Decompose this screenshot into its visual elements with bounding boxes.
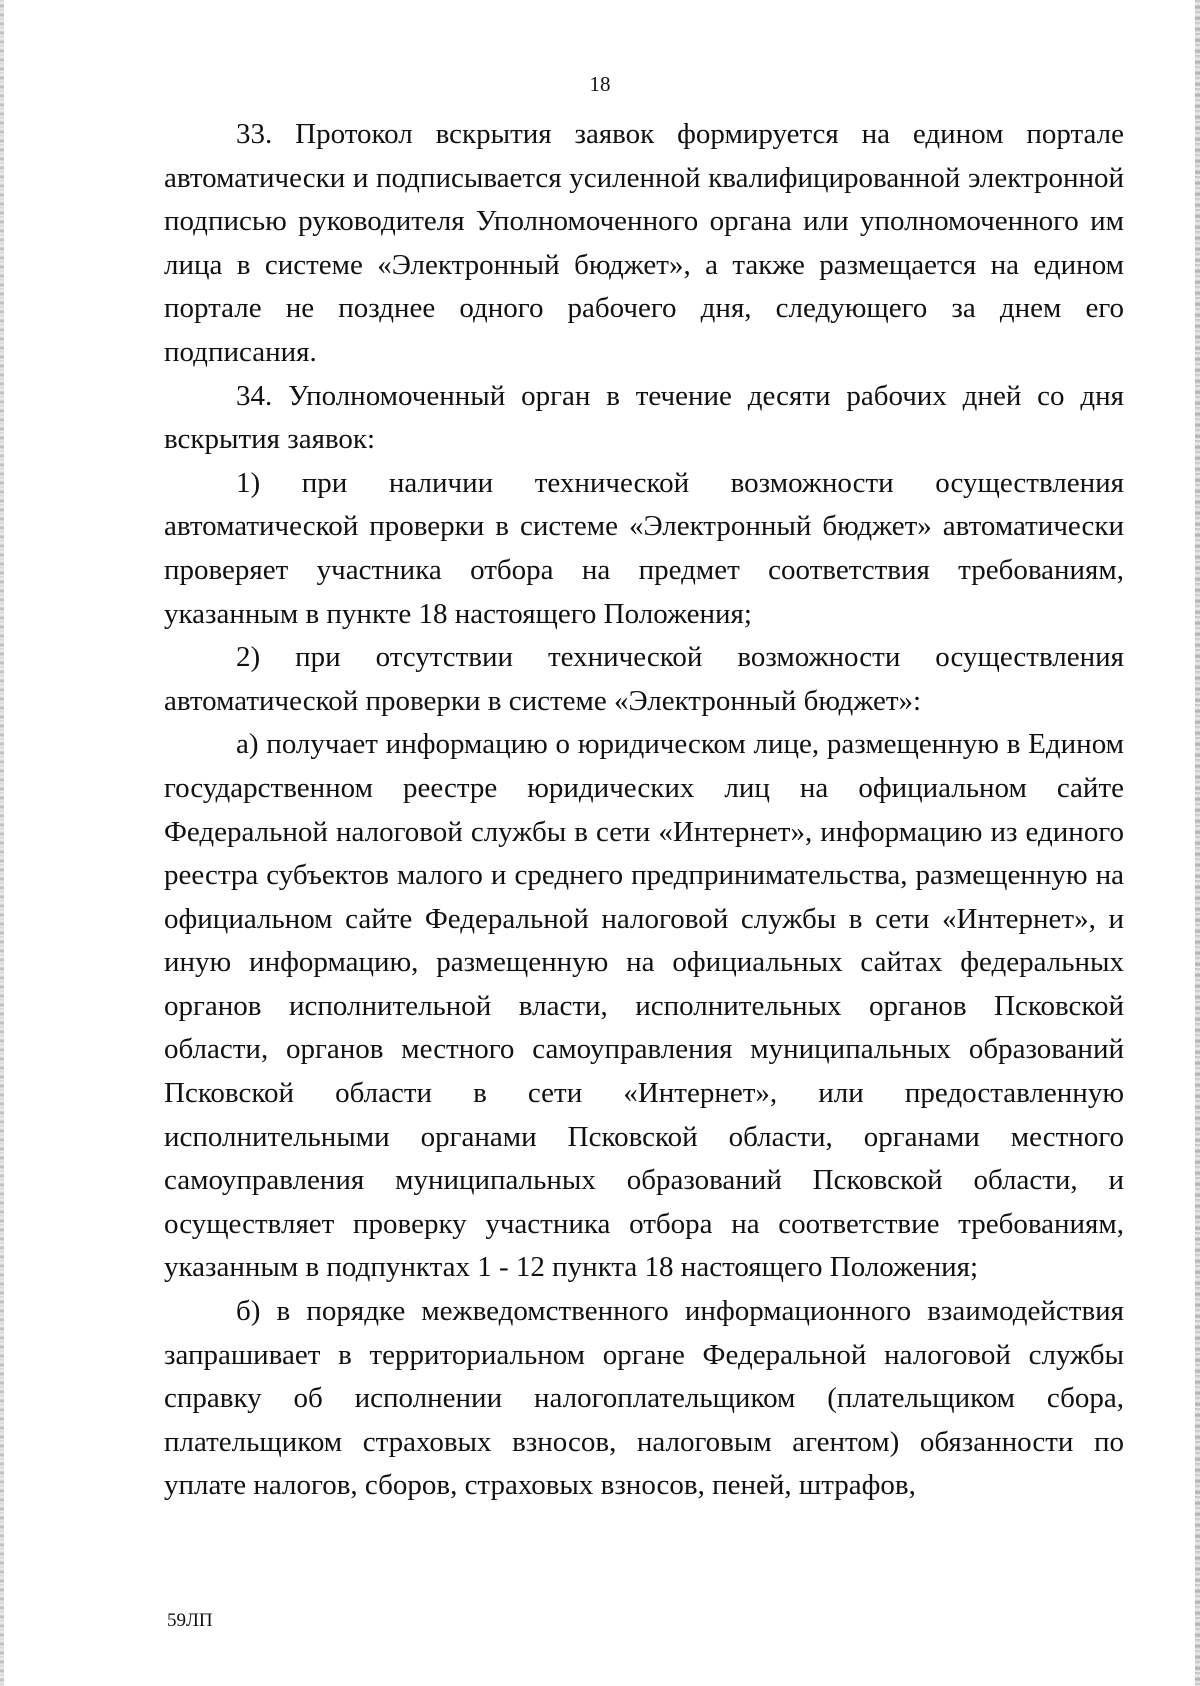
paragraph-34-item-2b: б) в порядке межведомственного информационного взаимодействия запрашивает в территориальном органе Федеральной налоговой службы справку об исполнении налогоплательщиком (плательщиком сбора, плательщиком страховых взносов, налоговым агентом) обязанности по уплате налогов, сборов, страховых взносов, пеней, штрафов, bbox=[164, 1295, 1124, 1502]
scan-edge-right bbox=[1195, 0, 1200, 1686]
document-body bbox=[164, 113, 1124, 1508]
paragraph-34-item-1: 1) при наличии технической возможности осуществления автоматической проверки в системе «Электронный бюджет» автоматически проверяет участника отбора на предмет соответствия требованиям, указанным в пункте 18 настоящего Положения; bbox=[164, 466, 1124, 630]
paragraph-33: 33. Протокол вскрытия заявок формируется на едином портале автоматически и подписывается усиленной квалифицированной электронной подписью руководителя Уполномоченного органа или уполномоченного им лица в системе «Электронный бюджет», а также размещается на едином портале не позднее одного рабочего дня, следующего за днем его подписания. bbox=[164, 118, 1124, 368]
page-number: 18 bbox=[589, 72, 611, 96]
paragraph-34-item-2: 2) при отсутствии технической возможности осуществления автоматической проверки в системе «Электронный бюджет»: bbox=[164, 641, 1124, 717]
paragraph-34-item-2a: а) получает информацию о юридическом лице, размещенную в Едином государственном реестре юридических лиц на официальном сайте Федеральной налоговой службы в сети «Интернет», информацию из единого реестра субъектов малого и среднего предпринимательства, размещенную на официальном сайте Федеральной налоговой службы в сети «Интернет», и иную информацию, размещенную на официальных сайтах федеральных органов исполнительной власти, исполнительных органов Псковской области, органов местного самоуправления муниципальных образований Псковской области в сети «Интернет», или предоставленную исполнительными органами Псковской области, органами местного самоуправления муниципальных образований Псковской области, и осуществляет проверку участника отбора на соответствие требованиям, указанным в подпунктах 1 - 12 пункта 18 настоящего Положения; bbox=[164, 728, 1124, 1284]
scan-edge-left bbox=[0, 0, 4, 1686]
paragraph-34: 34. Уполномоченный орган в течение десяти рабочих дней со дня вскрытия заявок: bbox=[164, 379, 1124, 456]
footer-document-code: 59ЛП bbox=[167, 1610, 213, 1631]
